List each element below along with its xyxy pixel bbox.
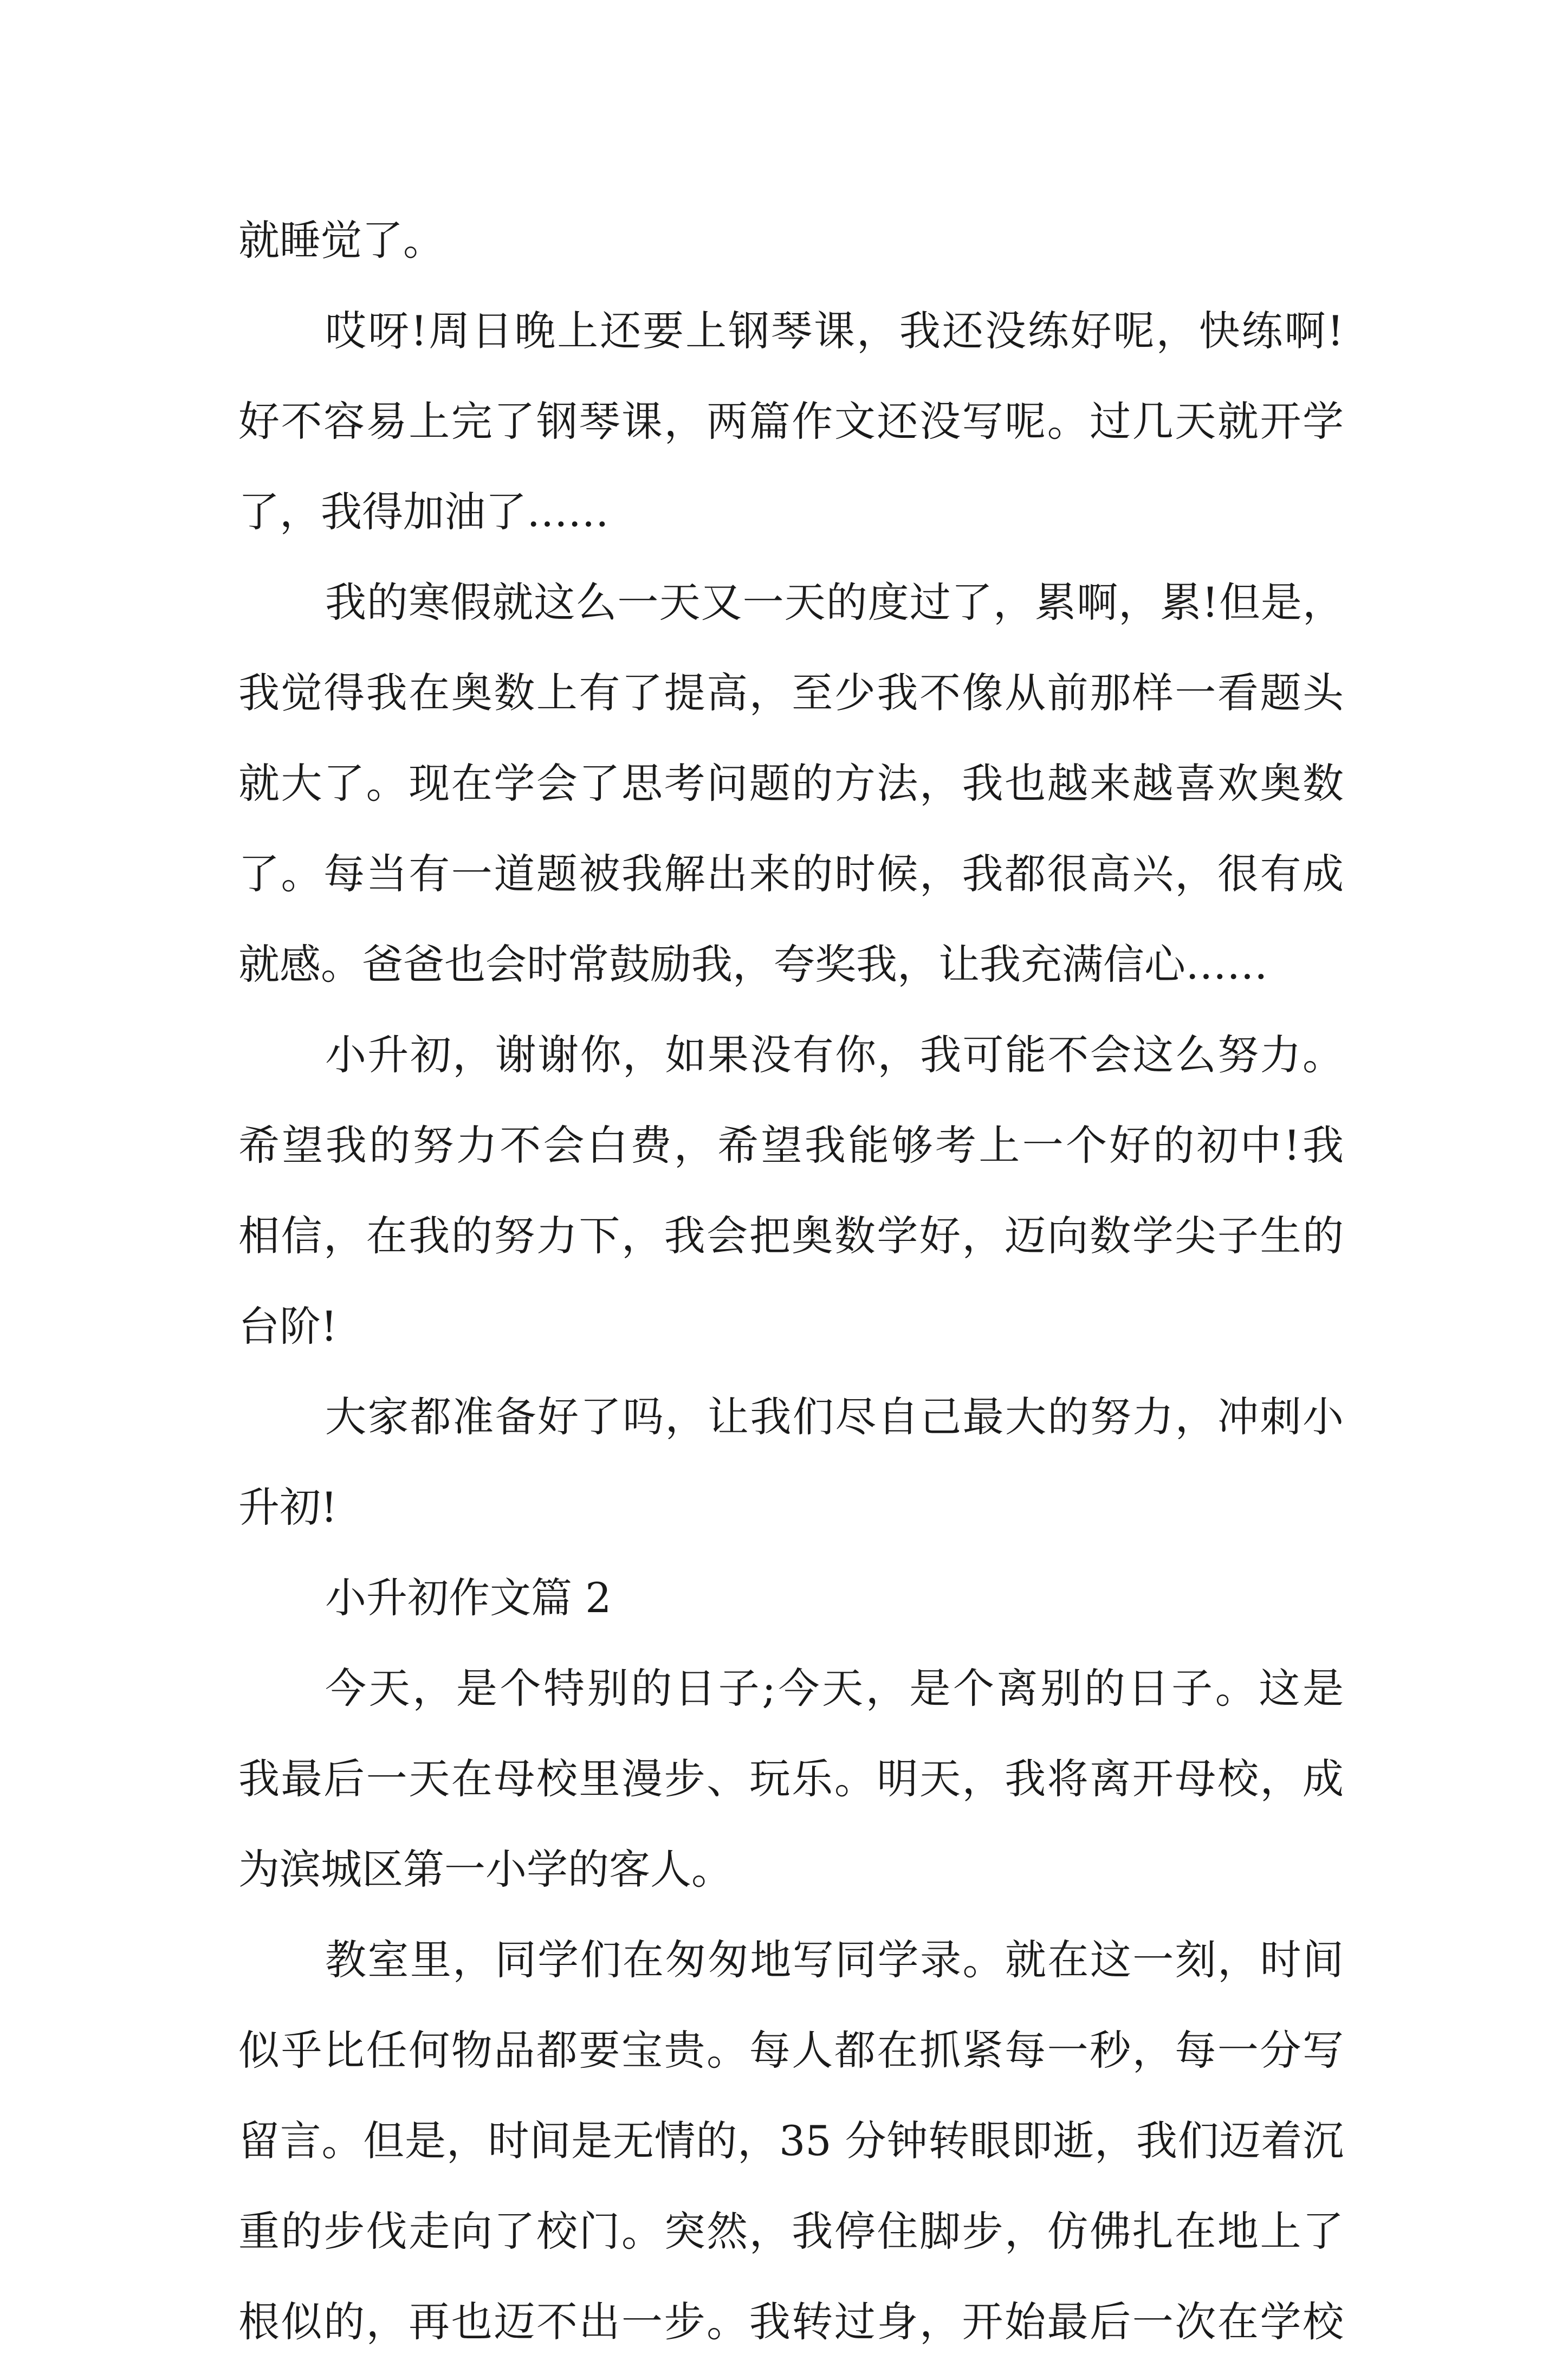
text-line: 升初! — [238, 1483, 338, 1531]
text-line: 我觉得我在奥数上有了提高，至少我不像从前那样一看题头 — [238, 669, 1344, 717]
text-line: 似乎比任何物品都要宝贵。每人都在抓紧每一秒，每一分写 — [238, 2026, 1344, 2074]
text-line: 好不容易上完了钢琴课，两篇作文还没写呢。过几天就开学 — [238, 397, 1344, 445]
text-line: 我最后一天在母校里漫步、玩乐。明天，我将离开母校，成 — [238, 1755, 1344, 1803]
text-line: 小升初，谢谢你，如果没有你，我可能不会这么努力。 — [325, 1031, 1344, 1079]
text-line: 希望我的努力不会白费，希望我能够考上一个好的初中!我 — [238, 1121, 1344, 1169]
text-line: 相信，在我的努力下，我会把奥数学好，迈向数学尖子生的 — [238, 1212, 1344, 1260]
text-line: 重的步伐走向了校门。突然，我停住脚步，仿佛扎在地上了 — [238, 2207, 1344, 2255]
text-line: 台阶! — [238, 1302, 338, 1350]
text-line: 为滨城区第一小学的客人。 — [238, 1845, 733, 1893]
text-line: 根似的，再也迈不出一步。我转过身，开始最后一次在学校 — [238, 2298, 1344, 2346]
text-line: 今天，是个特别的日子;今天，是个离别的日子。这是 — [325, 1664, 1344, 1712]
text-line: 就睡觉了。 — [238, 216, 444, 264]
text-line: 了，我得加油了…… — [238, 488, 609, 536]
text-line: 就感。爸爸也会时常鼓励我，夸奖我，让我充满信心…… — [238, 940, 1268, 988]
text-line: 留言。但是，时间是无情的，35 分钟转眼即逝，我们迈着沉 — [238, 2117, 1344, 2165]
text-line: 大家都准备好了吗，让我们尽自己最大的努力，冲刺小 — [325, 1393, 1344, 1441]
text-line: 就大了。现在学会了思考问题的方法，我也越来越喜欢奥数 — [238, 759, 1344, 807]
text-line: 了。每当有一道题被我解出来的时候，我都很高兴，很有成 — [238, 850, 1344, 898]
text-line: 我的寒假就这么一天又一天的度过了，累啊，累!但是， — [325, 578, 1344, 626]
text-line: 哎呀!周日晚上还要上钢琴课，我还没练好呢，快练啊! — [325, 307, 1344, 355]
body-text — [238, 195, 1344, 2367]
text-line: 教室里，同学们在匆匆地写同学录。就在这一刻，时间 — [325, 1936, 1344, 1984]
section-heading: 小升初作文篇 2 — [325, 1574, 612, 1622]
